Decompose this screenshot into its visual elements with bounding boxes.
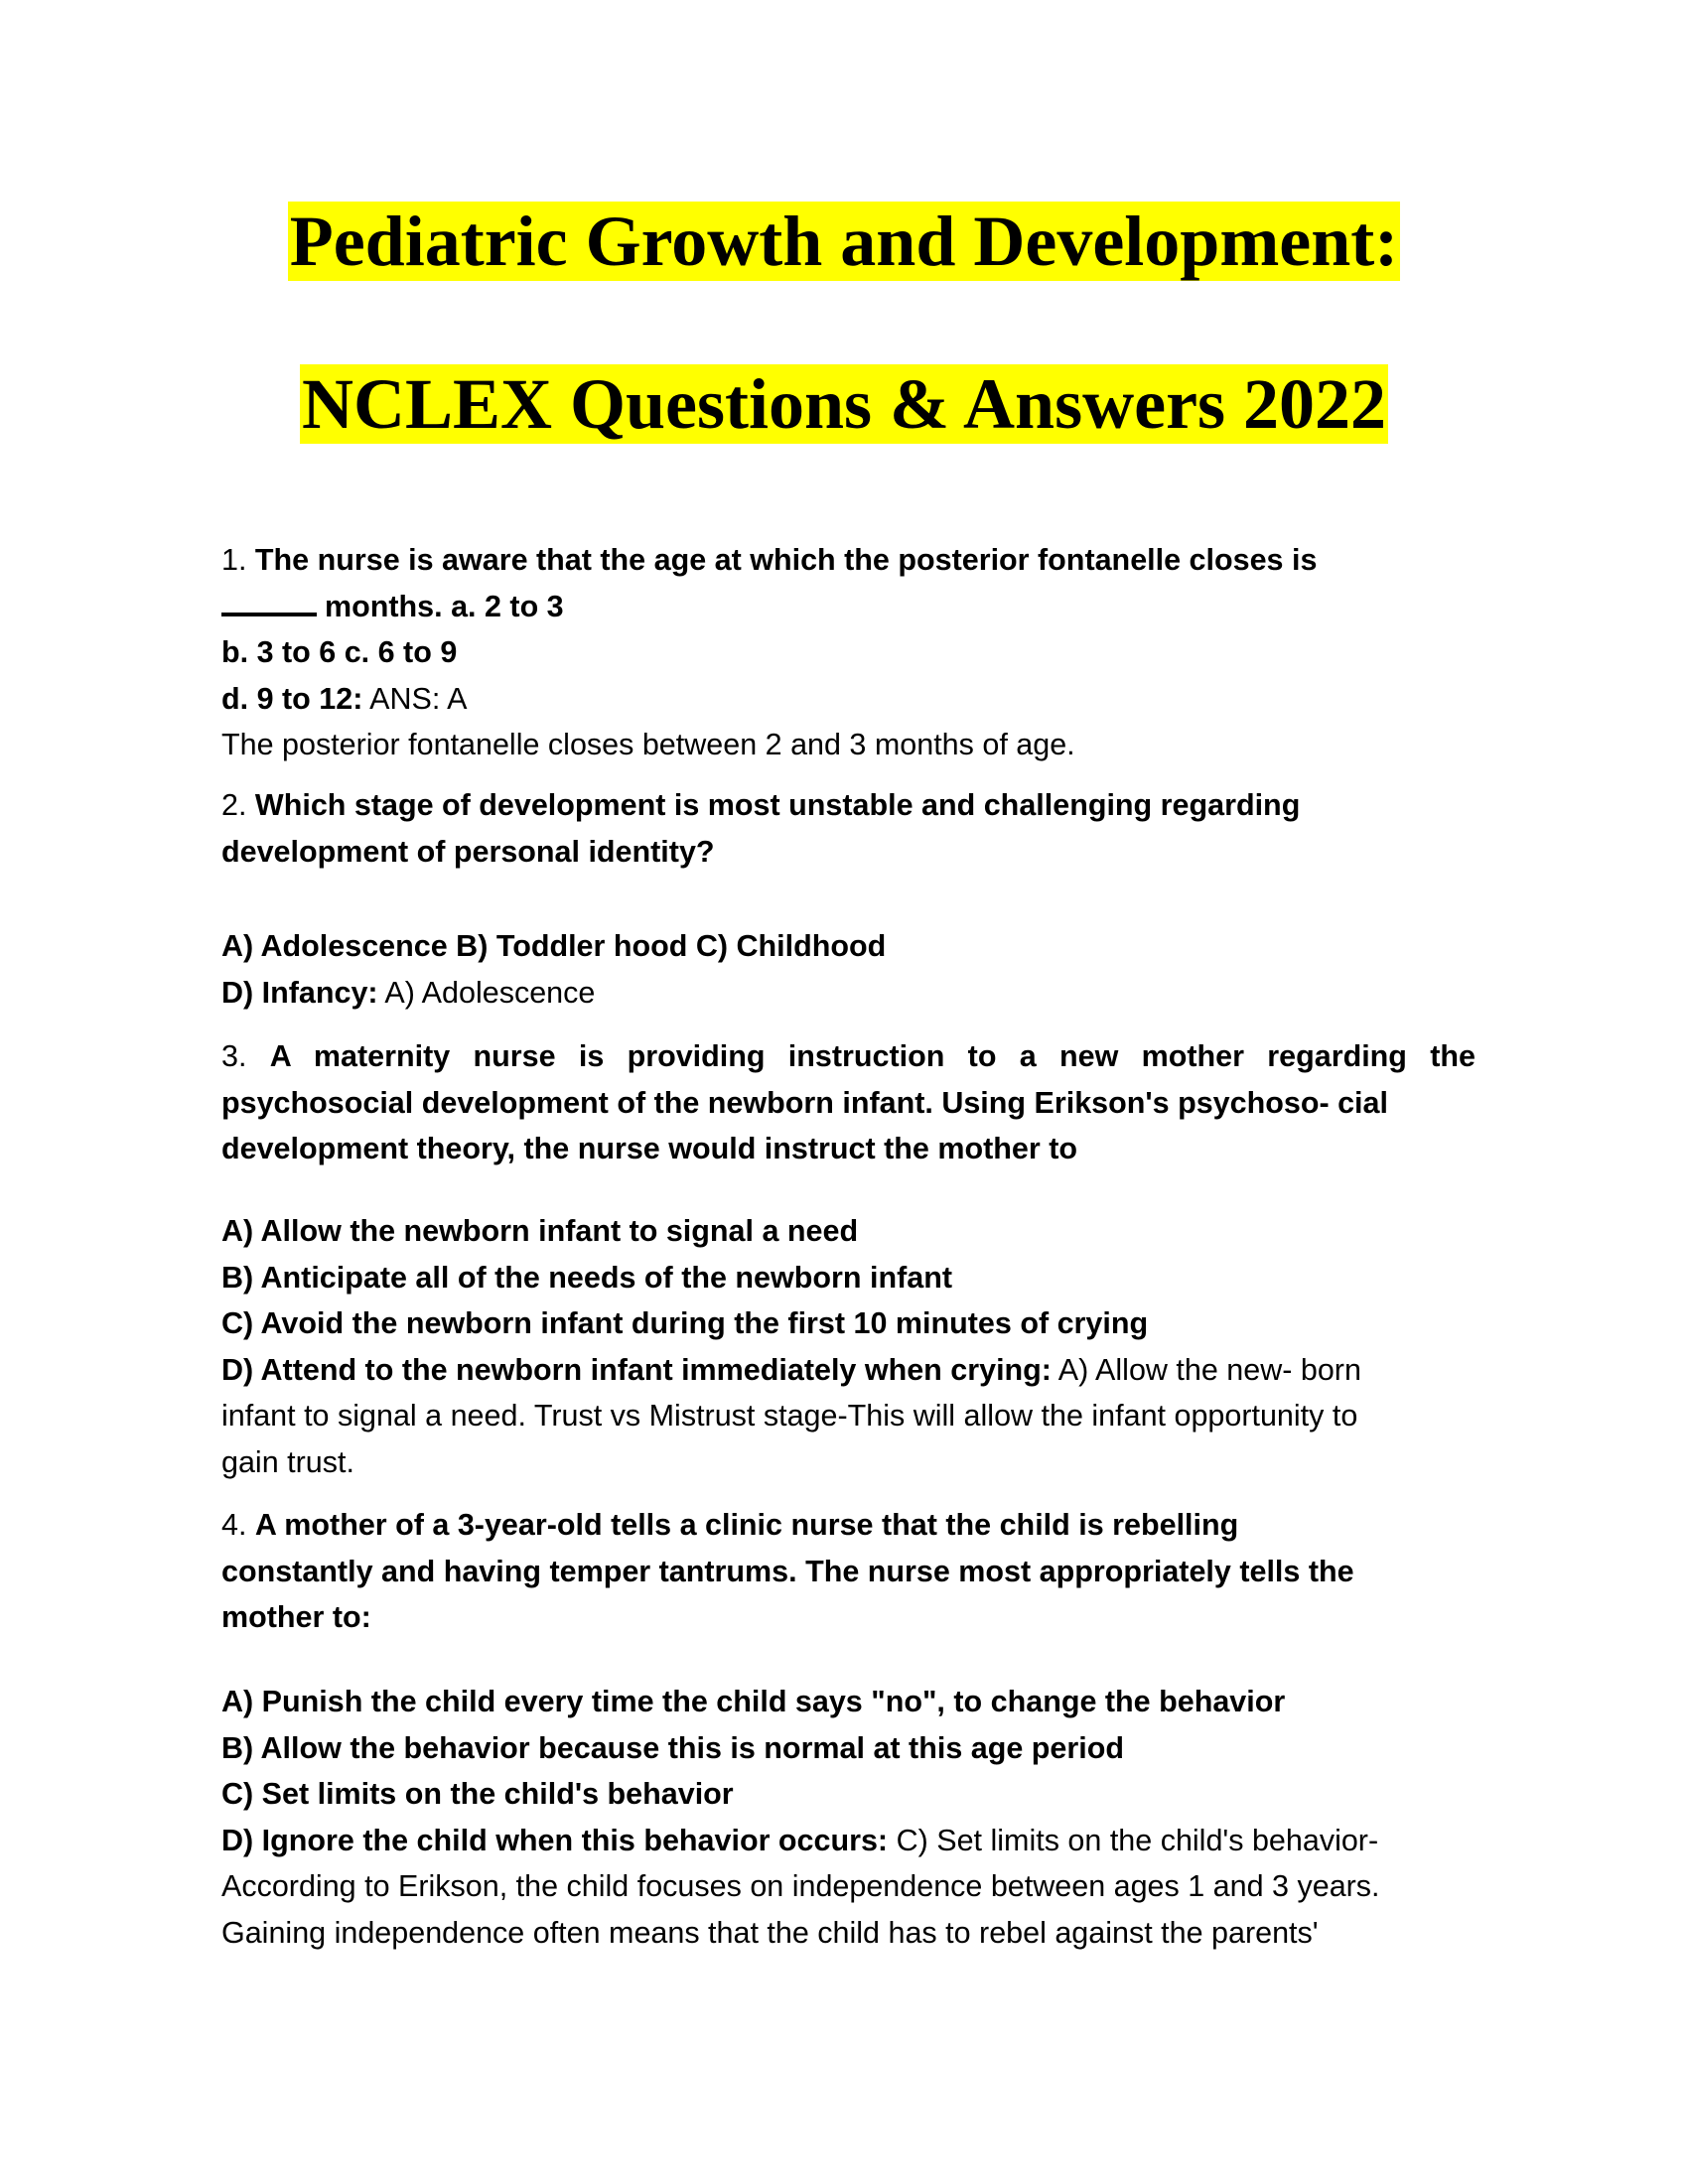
question-options: b. 3 to 6 c. 6 to 9: [221, 635, 458, 669]
question-number: 1.: [221, 543, 247, 577]
answer-blank: [221, 587, 317, 616]
title-text: NCLEX Questions & Answers 2022: [301, 364, 1387, 444]
question-stem: development of personal identity?: [221, 834, 715, 869]
title-line-1: [0, 201, 1688, 282]
question-3: [221, 1033, 1476, 1172]
question-4: [221, 1502, 1476, 1641]
rationale: Gaining independence often means that the child has to rebel against the parents': [221, 1915, 1319, 1950]
question-stem: Which stage of development is most unstable and challenging regarding: [254, 788, 1301, 822]
question-3-options: [221, 1208, 1476, 1485]
question-number: 3.: [221, 1039, 247, 1073]
title-text: Pediatric Growth and Development:: [289, 202, 1399, 281]
question-stem: months. a. 2 to 3: [325, 589, 564, 623]
question-4-options: [221, 1679, 1476, 1956]
rationale: The posterior fontanelle closes between 2 and 3 months of age.: [221, 728, 1075, 761]
question-options: A) Adolescence B) Toddler hood C) Childhood: [221, 929, 887, 963]
question-number: 2.: [221, 788, 247, 822]
question-stem: A maternity nurse is providing instruction to a new mother regarding the: [269, 1039, 1476, 1073]
question-2: [221, 782, 1476, 875]
answer: A) Allow the new- born: [1057, 1352, 1361, 1387]
option: C) Set limits on the child's behavior: [221, 1777, 734, 1811]
question-2-options: [221, 923, 1476, 1016]
rationale: According to Erikson, the child focuses on independence between ages 1 and 3 years.: [221, 1869, 1380, 1903]
option: B) Allow the behavior because this is normal at this age period: [221, 1730, 1124, 1765]
option: D) Attend to the newborn infant immediately when crying:: [221, 1352, 1052, 1387]
answer: A) Adolescence: [384, 975, 596, 1010]
question-stem: constantly and having temper tantrums. The nurse most appropriately tells the: [221, 1554, 1354, 1588]
option: A) Punish the child every time the child says "no", to change the behavior: [221, 1685, 1286, 1718]
option: B) Anticipate all of the needs of the newborn infant: [221, 1260, 952, 1295]
question-stem: psychosocial development of the newborn infant. Using Erikson's psychoso- cial: [221, 1085, 1388, 1120]
title-line-2: [0, 363, 1688, 445]
question-stem: development theory, the nurse would instruct the mother to: [221, 1132, 1077, 1165]
answer: C) Set limits on the child's behavior-: [896, 1823, 1379, 1857]
option: C) Avoid the newborn infant during the first 10 minutes of crying: [221, 1306, 1149, 1340]
answer: ANS: A: [369, 681, 468, 716]
question-number: 4.: [221, 1508, 247, 1542]
question-options: d. 9 to 12:: [221, 681, 363, 716]
option: D) Ignore the child when this behavior occurs:: [221, 1823, 889, 1857]
option: A) Allow the newborn infant to signal a need: [221, 1214, 859, 1248]
question-1: [221, 537, 1476, 768]
question-stem: The nurse is aware that the age at which the posterior fontanelle closes is: [254, 543, 1318, 577]
question-stem: A mother of a 3-year-old tells a clinic nurse that the child is rebelling: [254, 1508, 1239, 1542]
rationale: infant to signal a need. Trust vs Mistrust stage-This will allow the infant opportunity to: [221, 1399, 1358, 1433]
question-stem: mother to:: [221, 1600, 371, 1634]
rationale: gain trust.: [221, 1444, 354, 1479]
question-options: D) Infancy:: [221, 975, 378, 1010]
